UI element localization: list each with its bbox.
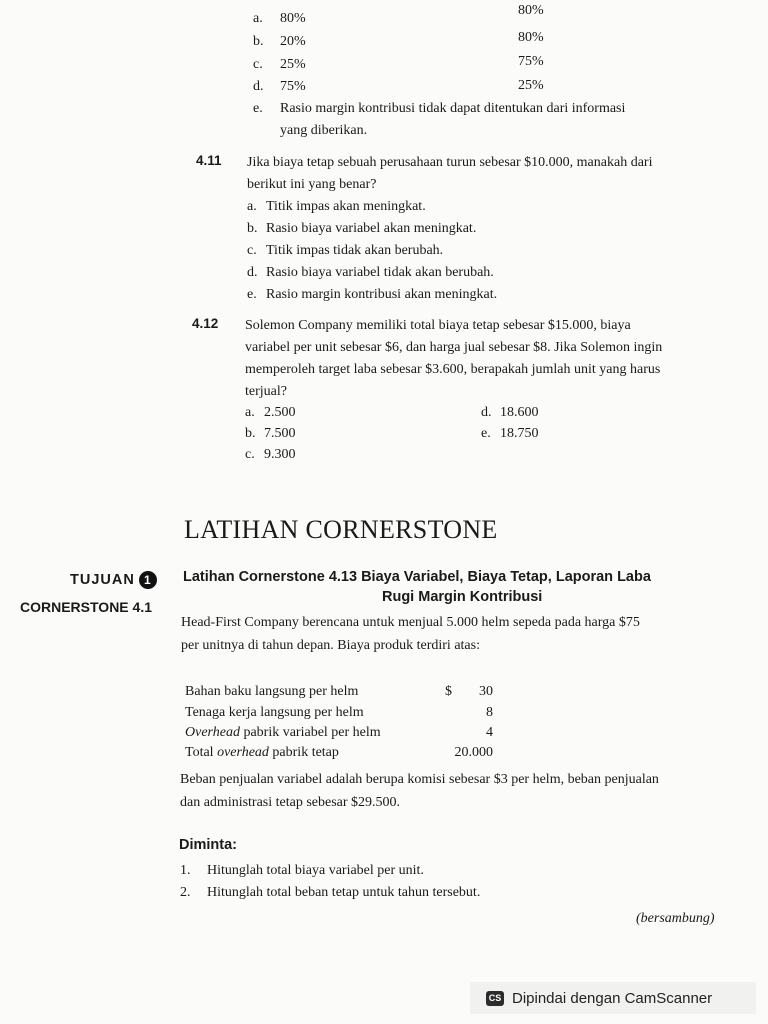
cornerstone-label: CORNERSTONE 4.1 — [20, 599, 152, 615]
question-text: Jika biaya tetap sebuah perusahaan turun sebesar $10.000, manakah dari — [247, 155, 653, 170]
option-value: 80% — [518, 30, 544, 45]
option-text: 18.600 — [500, 405, 539, 420]
cost-value: 20.000 — [454, 745, 493, 760]
task-number: 1. — [180, 863, 191, 878]
option-text: Rasio biaya variabel tidak akan berubah. — [266, 265, 494, 280]
question-text: berikut ini yang benar? — [247, 177, 377, 192]
objective-title: TUJUAN — [70, 571, 135, 588]
option-letter: e. — [481, 426, 491, 441]
task-number: 2. — [180, 885, 191, 900]
option-value: 25% — [280, 57, 306, 72]
option-letter: a. — [245, 405, 255, 420]
option-text: 18.750 — [500, 426, 539, 441]
objective-label — [70, 571, 157, 589]
option-value: 20% — [280, 34, 306, 49]
option-value: 75% — [280, 79, 306, 94]
camscanner-logo-icon: CS — [486, 991, 504, 1006]
option-letter: d. — [253, 79, 264, 94]
expense-text: Beban penjualan variabel adalah berupa komisi sebesar $3 per helm, beban penjualan — [180, 772, 659, 787]
exercise-intro: Head-First Company berencana untuk menjual 5.000 helm sepeda pada harga $75 — [181, 615, 640, 630]
option-text: 9.300 — [264, 447, 296, 462]
cost-label: Overhead pabrik variabel per helm — [185, 725, 381, 740]
camscanner-text: Dipindai dengan CamScanner — [512, 989, 713, 1007]
task-text: Hitunglah total biaya variabel per unit. — [207, 863, 424, 878]
expense-text: dan administrasi tetap sebesar $29.500. — [180, 795, 401, 810]
option-letter: a. — [253, 11, 263, 26]
cost-value: 8 — [486, 705, 493, 720]
task-text: Hitunglah total beban tetap untuk tahun tersebut. — [207, 885, 481, 900]
option-text: Rasio biaya variabel akan meningkat. — [266, 221, 477, 236]
option-letter: b. — [247, 221, 258, 236]
cost-label: Bahan baku langsung per helm — [185, 684, 359, 699]
option-letter: e. — [253, 101, 263, 116]
option-letter: d. — [247, 265, 258, 280]
cost-label: Total overhead pabrik tetap — [185, 745, 339, 760]
objective-number-badge: 1 — [139, 571, 157, 589]
question-text: memperoleh target laba sebesar $3.600, berapakah jumlah unit yang harus — [245, 362, 661, 377]
exercise-intro: per unitnya di tahun depan. Biaya produk terdiri atas: — [181, 638, 480, 653]
option-letter: e. — [247, 287, 257, 302]
option-text: Titik impas akan meningkat. — [266, 199, 426, 214]
option-text: Titik impas tidak akan berubah. — [266, 243, 444, 258]
option-letter: b. — [253, 34, 264, 49]
option-value: 80% — [518, 3, 544, 18]
option-text: 2.500 — [264, 405, 296, 420]
question-number: 4.11 — [196, 153, 222, 168]
option-value: 75% — [518, 54, 544, 69]
cost-value: 4 — [486, 725, 493, 740]
option-letter: a. — [247, 199, 257, 214]
question-text: variabel per unit sebesar $6, dan harga jual sebesar $8. Jika Solemon ingin — [245, 340, 663, 355]
option-letter: b. — [245, 426, 256, 441]
cost-value: 30 — [479, 684, 493, 699]
option-letter: c. — [253, 57, 263, 72]
continued-note: (bersambung) — [636, 911, 715, 926]
option-text: Rasio margin kontribusi akan meningkat. — [266, 287, 498, 302]
question-text: terjual? — [245, 384, 287, 399]
option-value: 80% — [280, 11, 306, 26]
currency-symbol: $ — [445, 684, 452, 699]
option-text: yang diberikan. — [280, 123, 368, 138]
option-text: 7.500 — [264, 426, 296, 441]
camscanner-badge — [470, 982, 756, 1014]
exercise-title: Latihan Cornerstone 4.13 Biaya Variabel, Biaya Tetap, Laporan Laba — [183, 569, 651, 585]
question-number: 4.12 — [192, 316, 219, 331]
option-letter: d. — [481, 405, 492, 420]
option-letter: c. — [247, 243, 257, 258]
option-letter: c. — [245, 447, 255, 462]
section-heading: LATIHAN CORNERSTONE — [184, 515, 498, 544]
cost-label: Tenaga kerja langsung per helm — [185, 705, 364, 720]
required-heading: Diminta: — [179, 837, 237, 853]
option-text: Rasio margin kontribusi tidak dapat ditentukan dari informasi — [280, 101, 626, 116]
exercise-title-line2: Rugi Margin Kontribusi — [382, 589, 543, 605]
option-value: 25% — [518, 78, 544, 93]
question-text: Solemon Company memiliki total biaya tetap sebesar $15.000, biaya — [245, 318, 631, 333]
